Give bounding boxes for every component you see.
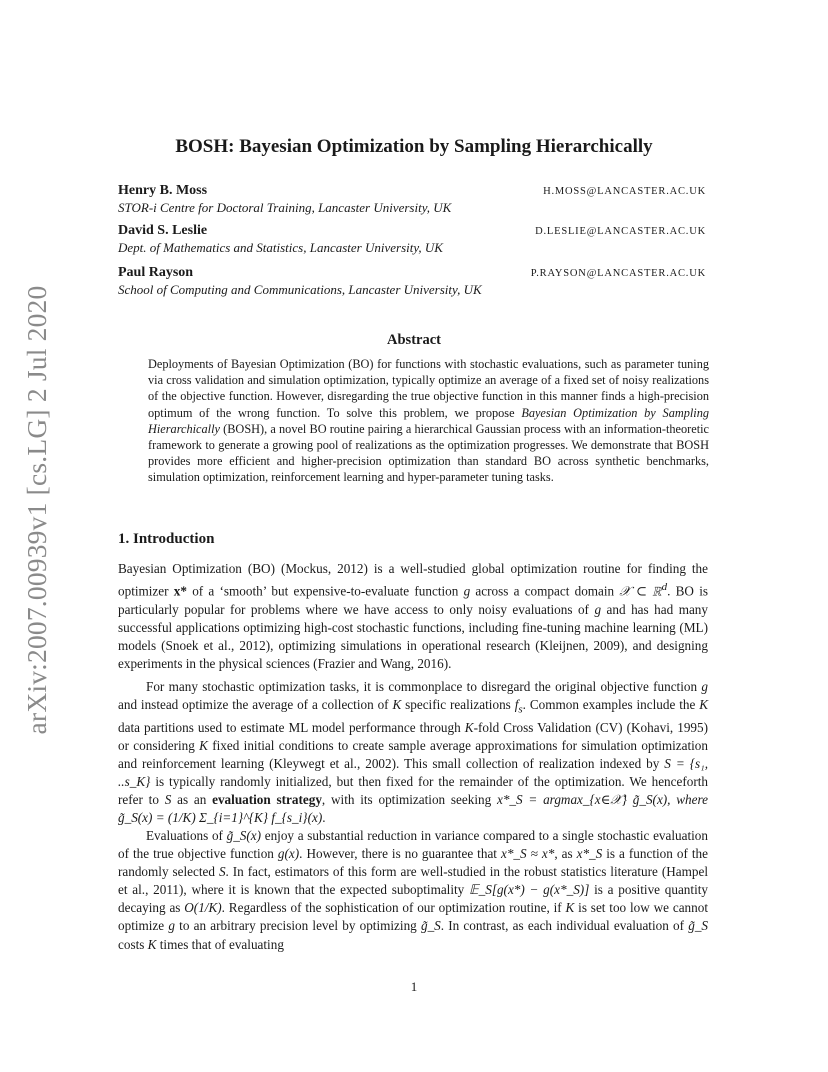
text: costs bbox=[118, 936, 148, 952]
math: K bbox=[565, 900, 575, 916]
text: specific realizations bbox=[401, 697, 515, 713]
author-block-leslie bbox=[118, 222, 708, 256]
math: O(1/K) bbox=[184, 900, 222, 916]
math: S bbox=[218, 864, 226, 880]
arxiv-stamp-text: arXiv:2007.00939v1 [cs.LG] 2 Jul 2020 bbox=[21, 285, 52, 735]
text: . Common examples include the bbox=[522, 697, 700, 713]
math: K bbox=[464, 719, 474, 735]
text: . In fact, estimators of this form are well-studied in the robust statistics literature (Hampel et al., 2011), where it is known that the expected suboptimality bbox=[118, 864, 708, 898]
math: g bbox=[168, 918, 175, 934]
intro-paragraph-3 bbox=[118, 827, 708, 954]
abstract-body bbox=[148, 356, 709, 486]
author-email[interactable]: P.RAYSON@LANCASTER.AC.UK bbox=[530, 268, 706, 279]
text: For many stochastic optimization tasks, it is commonplace to disregard the original objective function bbox=[146, 679, 702, 694]
math: K bbox=[199, 737, 208, 753]
author-name: Paul Rayson bbox=[118, 265, 194, 280]
text: and instead optimize the average of a collection of bbox=[118, 697, 393, 713]
text: fixed initial conditions to create sample average approximations for simulation optimization and reinforcement learning (Kleywegt et al., 2002). This small collection of realization indexed by bbox=[118, 737, 708, 772]
abstract-text: Deployments of Bayesian Optimization (BO) for functions with stochastic evaluations, such as parameter tuning via cross validation and simulation optimization, typically optimize an average of a fixed set of noisy realizations of the objective function. However, disregarding the true objective function in this manner finds a high-precision optimum of the wrong function. To solve this problem, we propose bbox=[148, 357, 709, 420]
math: 𝔼_S[g(x*) − g(x*_S)] bbox=[469, 882, 590, 898]
author-email[interactable]: D.LESLIE@LANCASTER.AC.UK bbox=[535, 226, 706, 237]
math: S = {s₁, ..s_K} bbox=[118, 756, 708, 790]
author-affiliation: Dept. of Mathematics and Statistics, Lancaster University, UK bbox=[118, 240, 443, 255]
text: . BO is particularly popular for problems where we have access to only noisy evaluations of bbox=[118, 583, 708, 617]
term-evaluation-strategy: evaluation strategy bbox=[212, 792, 322, 808]
math: K bbox=[147, 936, 157, 952]
text: Bayesian Optimization (BO) (Mockus, 2012) is a well-studied global optimization routine for finding the optimizer bbox=[118, 561, 708, 599]
abstract-method-name: Bayesian Optimization by Sampling Hierarchically bbox=[148, 405, 709, 436]
author-name: David S. Leslie bbox=[118, 223, 208, 238]
text: Evaluations of bbox=[146, 828, 227, 843]
author-email[interactable]: H.MOSS@LANCASTER.AC.UK bbox=[543, 186, 706, 197]
text: is a function of the randomly selected bbox=[118, 846, 708, 880]
math: g̃_S(x) bbox=[226, 828, 262, 843]
author-block-moss bbox=[118, 182, 708, 216]
math: S bbox=[164, 792, 172, 808]
math: g̃_S bbox=[420, 918, 441, 934]
math: K bbox=[392, 697, 402, 713]
author-affiliation: STOR-i Centre for Doctoral Training, Lancaster University, UK bbox=[118, 200, 452, 215]
arxiv-stamp bbox=[12, 285, 62, 735]
text: is a positive quantity decaying as bbox=[118, 882, 708, 916]
math: f bbox=[514, 697, 519, 713]
math: s bbox=[518, 703, 523, 716]
math: x*_S ≈ x* bbox=[500, 846, 555, 862]
math: d bbox=[661, 581, 668, 594]
text: . However, there is no guarantee that bbox=[299, 846, 501, 862]
text: of a ‘smooth’ but expensive-to-evaluate function bbox=[186, 583, 464, 599]
text: -fold Cross Validation (CV) (Kohavi, 1995) or considering bbox=[118, 719, 708, 753]
math: K bbox=[699, 697, 708, 713]
text: across a compact domain bbox=[470, 583, 620, 599]
text: , with its optimization seeking bbox=[321, 792, 497, 808]
text: data partitions used to estimate ML model performance through bbox=[118, 719, 465, 735]
math: g bbox=[701, 679, 708, 694]
section-heading-introduction: 1. Introduction bbox=[118, 531, 215, 547]
text: times that of evaluating bbox=[156, 936, 284, 952]
text: is set too low we cannot optimize bbox=[118, 900, 708, 934]
page-number: 1 bbox=[410, 979, 418, 994]
author-block-rayson bbox=[118, 264, 708, 298]
author-affiliation: School of Computing and Communications, Lancaster University, UK bbox=[118, 282, 482, 297]
text: and has had many successful applications optimizing high-cost stochastic functions, including fine-tuning machine learning (ML) models (Snoek et al., 2012), optimizing simulations in operational research (Kleijnen, 2009), and designing experiments in the physical sciences (Frazier and Wang, 2016). bbox=[118, 601, 708, 671]
math: x*_S bbox=[576, 846, 603, 862]
math: g̃_S bbox=[688, 918, 708, 934]
text: . In contrast, as each individual evaluation of bbox=[440, 918, 689, 934]
text: . Regardless of the sophistication of our optimization routine, if bbox=[221, 900, 566, 916]
math: 𝒳 ⊂ ℝ bbox=[619, 583, 662, 599]
text: to an arbitrary precision level by optimizing bbox=[174, 918, 421, 934]
intro-paragraph-2 bbox=[118, 678, 708, 827]
math: x* bbox=[173, 583, 187, 599]
intro-paragraph-1 bbox=[118, 560, 708, 673]
author-name: Henry B. Moss bbox=[118, 183, 208, 198]
text: . bbox=[322, 810, 326, 826]
math: g bbox=[594, 601, 602, 617]
text: as an bbox=[171, 792, 213, 808]
paper-title: BOSH: Bayesian Optimization by Sampling Hierarchically bbox=[175, 136, 653, 157]
text: is typically randomly initialized, but then fixed for the remainder of the optimization. We henceforth refer to bbox=[118, 774, 708, 808]
math: g(x) bbox=[277, 846, 300, 862]
math: x*_S = argmax_{x∈𝒳} g̃_S(x), where g̃_S(x) = (1/K) Σ_{i=1}^{K} f_{s_i}(x) bbox=[118, 792, 709, 826]
abstract-heading: Abstract bbox=[387, 332, 441, 348]
text: enjoy a substantial reduction in variance compared to a single stochastic evaluation of the true objective function bbox=[118, 828, 708, 862]
math: g bbox=[463, 583, 471, 599]
abstract-text: (BOSH), a novel BO routine pairing a hierarchical Gaussian process with an information-theoretic framework to generate a growing pool of realizations as the optimization progresses. We demonstrate that BOSH provides more efficient and higher-precision optimization than standard BO across synthetic benchmarks, simulation optimization, reinforcement learning and hyper-parameter tuning tasks. bbox=[148, 421, 709, 485]
text: , as bbox=[554, 846, 577, 862]
